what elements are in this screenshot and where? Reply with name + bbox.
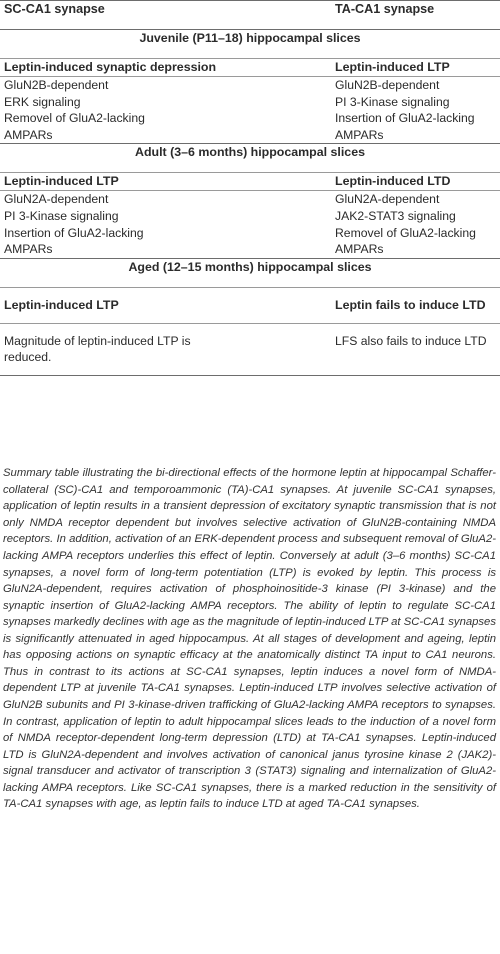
subheader-row xyxy=(0,59,500,77)
summary-table xyxy=(0,0,500,376)
right-cell xyxy=(335,77,500,144)
list-item: LFS also fails to induce LTD xyxy=(335,333,487,348)
section-title: Juvenile (P11–18) hippocampal slices xyxy=(139,31,361,45)
list-item: GluN2B-dependent xyxy=(335,78,440,92)
section-row-juvenile xyxy=(0,30,500,59)
section-row-adult xyxy=(0,144,500,173)
list-item: Insertion of GluA2-lacking AMPARs xyxy=(335,111,475,142)
section-title: Aged (12–15 months) hippocampal slices xyxy=(128,259,372,274)
left-subheader: Leptin-induced synaptic depression xyxy=(4,60,217,74)
list-item: GluN2A-dependent xyxy=(4,192,109,207)
list-item: Magnitude of leptin-induced LTP is reduced. xyxy=(4,333,191,365)
right-subheader: Leptin-induced LTP xyxy=(335,60,450,74)
list-item: GluN2A-dependent xyxy=(335,192,440,207)
section-title: Adult (3–6 months) hippocampal slices xyxy=(135,145,365,160)
table-row xyxy=(0,77,500,144)
column-header-sc-ca1: SC-CA1 synapse xyxy=(4,2,105,16)
left-subheader: Leptin-induced LTP xyxy=(4,174,119,189)
right-cell xyxy=(335,323,500,375)
left-subheader: Leptin-induced LTP xyxy=(4,297,119,312)
list-item: GluN2B-dependent xyxy=(4,78,109,92)
subheader-row xyxy=(0,287,500,323)
table-row xyxy=(0,191,500,258)
right-subheader: Leptin-induced LTD xyxy=(335,174,451,189)
list-item: JAK2-STAT3 signaling xyxy=(335,208,456,223)
list-item: Removel of GluA2-lacking AMPARs xyxy=(335,225,476,257)
right-cell xyxy=(335,191,500,258)
left-cell xyxy=(0,323,335,375)
list-item: PI 3-Kinase signaling xyxy=(335,94,450,109)
left-cell xyxy=(0,191,335,258)
table-caption: Summary table illustrating the bi-directional effects of the hormone leptin at hippocampal Schaffer-collateral (SC)-CA1 and temporoammonic (TA)-CA1 synapses. At juvenile SC-CA1 synapses, application of leptin results in a transient depression of excitatory synaptic transmission that is not only NMDA receptor dependent but involves selective activation of GluN2B-containing NMDA receptors. In addition, activation of an ERK-dependent process and subsequent removal of GluA2-lacking AMPA receptors underlies this effect of leptin. Conversely at adult (3–6 months) SC-CA1 synapses, a novel form of long-term potentiation (LTP) is evoked by leptin. This process is GluN2A-dependent, requires activation of phosphoinositide-3 kinase (PI 3-kinase) and the synaptic insertion of GluA2-lacking AMPA receptors. The ability of leptin to regulate SC-CA1 synapses markedly declines with age as the magnitude of leptin-induced LTP at SC-CA1 synapses is significantly attenuated in aged hippocampus. At all stages of development and ageing, leptin has opposing actions on synaptic efficacy at the anatomically distinct TA input to CA1 neurons. Thus in contrast to its actions at SC-CA1 synapses, leptin induces a novel form of NMDA-dependent LTP at juvenile TA-CA1 synapses. Leptin-induced LTP involves selective activation of GluN2B subunits and PI 3-kinase-driven trafficking of GluA2-lacking AMPA receptors to synapses. In contrast, application of leptin to adult hippocampal slices leads to the induction of a novel form of NMDA receptor-dependent long-term depression (LTD) at TA-CA1 synapses. Leptin-induced LTD is GluN2A-dependent and involves activation of canonical janus tyrosine kinase 2 (JAK2)-signal transducer and activator of transcription 3 (STAT3) signaling and internalization of GluA2-lacking AMPA receptors. Like SC-CA1 synapses, there is a marked reduction in the sensitivity of TA-CA1 synapses with age, as leptin fails to induce LTD at aged TA-CA1 synapses. xyxy=(3,467,496,811)
list-item: Insertion of GluA2-lacking AMPARs xyxy=(4,225,144,257)
column-header-ta-ca1: TA-CA1 synapse xyxy=(335,2,435,16)
list-item: PI 3-Kinase signaling xyxy=(4,208,119,223)
section-row-aged xyxy=(0,258,500,287)
list-item: ERK signaling xyxy=(4,94,81,109)
table-header-row xyxy=(0,1,500,30)
right-subheader: Leptin fails to induce LTD xyxy=(335,297,486,312)
left-cell xyxy=(0,77,335,144)
subheader-row xyxy=(0,173,500,191)
table-row xyxy=(0,323,500,375)
list-item: Removel of GluA2-lacking AMPARs xyxy=(4,111,145,142)
